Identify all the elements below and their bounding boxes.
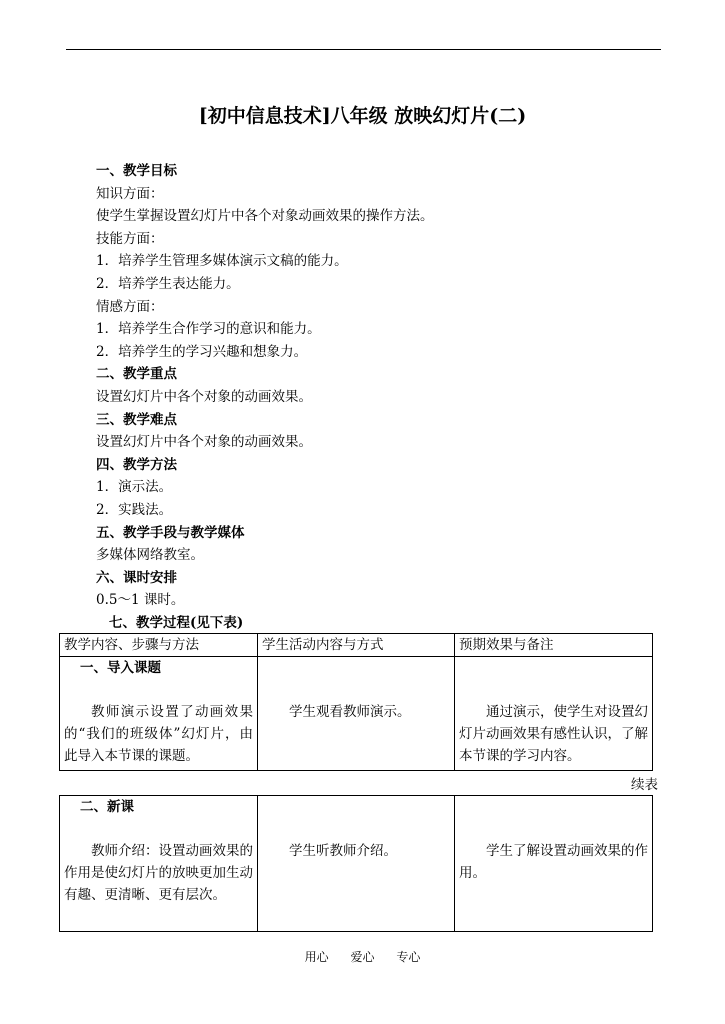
- table-cell-effect: [455, 796, 653, 932]
- skill-label: 技能方面：: [96, 230, 164, 247]
- schedule-text: 0.5～1 课时。: [96, 592, 185, 609]
- table-row: [60, 796, 653, 932]
- section-heading-focus: 二、教学重点: [96, 366, 177, 383]
- table-header-content: 教学内容、步骤与方法: [60, 634, 258, 657]
- emotion-item-1: 1．培养学生合作学习的意识和能力。: [96, 321, 321, 338]
- knowledge-text: 使学生掌握设置幻灯片中各个对象动画效果的操作方法。: [96, 208, 434, 225]
- table-row: [60, 657, 653, 771]
- row-title: 一、导入课题: [80, 660, 161, 676]
- row-effect-text: 通过演示，使学生对设置幻灯片动画效果有感性认识，了解本节课的学习内容。: [459, 704, 648, 764]
- method-item-1: 1．演示法。: [96, 479, 173, 496]
- table-cell-activity: [258, 657, 455, 771]
- document-body: [96, 160, 656, 634]
- continued-label: 续表: [631, 777, 658, 793]
- method-item-2: 2．实践法。: [96, 501, 173, 518]
- section-heading-methods: 四、教学方法: [96, 456, 177, 473]
- table-header-activity: 学生活动内容与方式: [258, 634, 455, 657]
- table-cell-effect: [455, 657, 653, 771]
- table-cell-activity: [258, 796, 455, 932]
- media-text: 多媒体网络教室。: [96, 547, 204, 564]
- footer-word-3: 专心: [396, 950, 421, 964]
- row-effect-text: 学生了解设置动画效果的作用。: [459, 843, 648, 881]
- page-title: [初中信息技术]八年级 放映幻灯片(二): [198, 105, 527, 127]
- header-rule: [66, 49, 661, 50]
- row-title: 二、新课: [80, 799, 134, 815]
- skill-item-1: 1．培养学生管理多媒体演示文稿的能力。: [96, 253, 348, 270]
- focus-text: 设置幻灯片中各个对象的动画效果。: [96, 388, 312, 405]
- knowledge-label: 知识方面：: [96, 185, 164, 202]
- row-activity-text: 学生听教师介绍。: [289, 843, 397, 859]
- section-heading-objectives: 一、教学目标: [96, 163, 177, 179]
- emotion-item-2: 2．培养学生的学习兴趣和想象力。: [96, 343, 308, 360]
- skill-item-2: 2．培养学生表达能力。: [96, 275, 240, 292]
- table-cell-content: [60, 796, 258, 932]
- section-heading-schedule: 六、课时安排: [96, 569, 177, 586]
- section-heading-process: 七、教学过程(见下表): [109, 614, 244, 631]
- teaching-process-table: [59, 633, 653, 771]
- difficulty-text: 设置幻灯片中各个对象的动画效果。: [96, 434, 312, 451]
- emotion-label: 情感方面：: [96, 298, 164, 315]
- row-activity-text: 学生观看教师演示。: [289, 704, 411, 720]
- section-heading-media: 五、教学手段与教学媒体: [96, 524, 245, 541]
- footer-word-1: 用心: [304, 950, 329, 964]
- teaching-process-table-continued: [59, 795, 653, 932]
- row-content-text: 教师介绍：设置动画效果的作用是使幻灯片的放映更加生动有趣、更清晰、更有层次。: [64, 843, 253, 903]
- table-header-effect: 预期效果与备注: [455, 634, 653, 657]
- footer-word-2: 爱心: [350, 950, 375, 964]
- table-header-row: [60, 634, 653, 657]
- row-content-text: 教师演示设置了动画效果的“我们的班级体”幻灯片，由此导入本节课的课题。: [64, 704, 253, 764]
- section-heading-difficulty: 三、教学难点: [96, 411, 177, 428]
- table-cell-content: [60, 657, 258, 771]
- page-footer: [0, 948, 725, 965]
